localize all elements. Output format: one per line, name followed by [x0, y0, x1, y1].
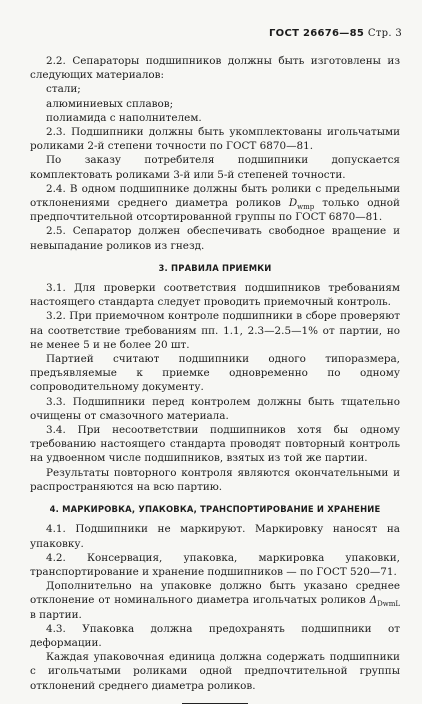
paragraph-4-3-note: Каждая упаковочная единица должна содержать подшипники с игольчатыми роликами одной предпочтительной группы отклонений среднего диаметра роликов.	[30, 651, 400, 692]
material-item: стали;	[46, 83, 81, 96]
paragraph-2-4-text: 2.4. В одном подшипнике должны быть ролики с предельными отклонениями среднего диаметра роликов	[30, 182, 400, 210]
material-item: алюминиевых сплавов;	[46, 97, 174, 110]
paragraph-4-2-note-text: Дополнительно на упаковке должно быть указано среднее отклонение от номинального диаметра игольчатых роликов	[30, 580, 400, 607]
section-heading-4: 4. МАРКИРОВКА, УПАКОВКА, ТРАНСПОРТИРОВАНИЕ И ХРАНЕНИЕ	[49, 504, 381, 515]
material-item: полиамида с наполнителем.	[46, 111, 202, 124]
paragraph-2-3-note: По заказу потребителя подшипники допускается комплектовать роликами 3-й или 5-й степеней точности.	[30, 154, 400, 181]
paragraph-2-4-text-end: только одной предпочтительной отсортированной группы по ГОСТ 6870—81.	[30, 197, 400, 224]
paragraph-2-3: 2.3. Подшипники должны быть укомплектованы игольчатыми роликами 2-й степени точности по ГОСТ 6870—81.	[30, 126, 400, 153]
section-heading-3: 3. ПРАВИЛА ПРИЕМКИ	[158, 262, 272, 273]
paragraph-3-1: 3.1. Для проверки соответствия подшипников требованиям настоящего стандарта следует проводить приемочный контроль.	[30, 282, 400, 309]
paragraph-2-2: 2.2. Сепараторы подшипников должны быть изготовлены из следующих материалов:	[30, 55, 400, 82]
paragraph-4-2-note	[30, 579, 400, 622]
paragraph-4-3: 4.3. Упаковка должна предохранять подшипники от деформации.	[30, 622, 400, 649]
standard-number: ГОСТ 26676—85	[268, 28, 365, 39]
paragraph-2-5: 2.5. Сепаратор должен обеспечивать свободное вращение и невыпадание роликов из гнезд.	[30, 225, 400, 252]
paragraph-3-4: 3.4. При несоответствии подшипников хотя бы одному требованию настоящего стандарта проводят повторный контроль на удвоенном числе подшипников, взятых из той же партии.	[30, 424, 400, 465]
diameter-symbol: D	[288, 197, 298, 210]
deviation-subscript: DwmL	[377, 600, 400, 609]
paragraph-2-4	[30, 182, 400, 225]
page-number: Стр. 3	[367, 28, 402, 39]
paragraph-3-2: 3.2. При приемочном контроле подшипники в сборе проверяют на соответствие требованиям пп. 1.1, 2.3—2.5—1% от партии, но не менее 5 и не более 20 шт.	[30, 310, 400, 351]
diameter-subscript: wmp	[297, 203, 315, 212]
paragraph-3-3: 3.3. Подшипники перед контролем должны быть тщательно очищены от смазочного материала.	[30, 395, 400, 422]
paragraph-3-4-note: Результаты повторного контроля являются окончательными и распространяются на всю партию.	[30, 466, 400, 493]
deviation-symbol: Δ	[369, 594, 378, 607]
page-header	[269, 28, 402, 39]
paragraph-4-2: 4.2. Консервация, упаковка, маркировка упаковки, транспортирование и хранение подшипников — по ГОСТ 520—71.	[30, 551, 400, 578]
paragraph-3-2-note: Партией считают подшипники одного типоразмера, предъявляемые к приемке одновременно по одному сопроводительному документу.	[30, 353, 400, 394]
paragraph-4-1: 4.1. Подшипники не маркируют. Маркировку наносят на упаковку.	[30, 523, 400, 550]
document-body	[30, 54, 400, 704]
paragraph-4-2-note-end: в партии.	[30, 608, 82, 621]
